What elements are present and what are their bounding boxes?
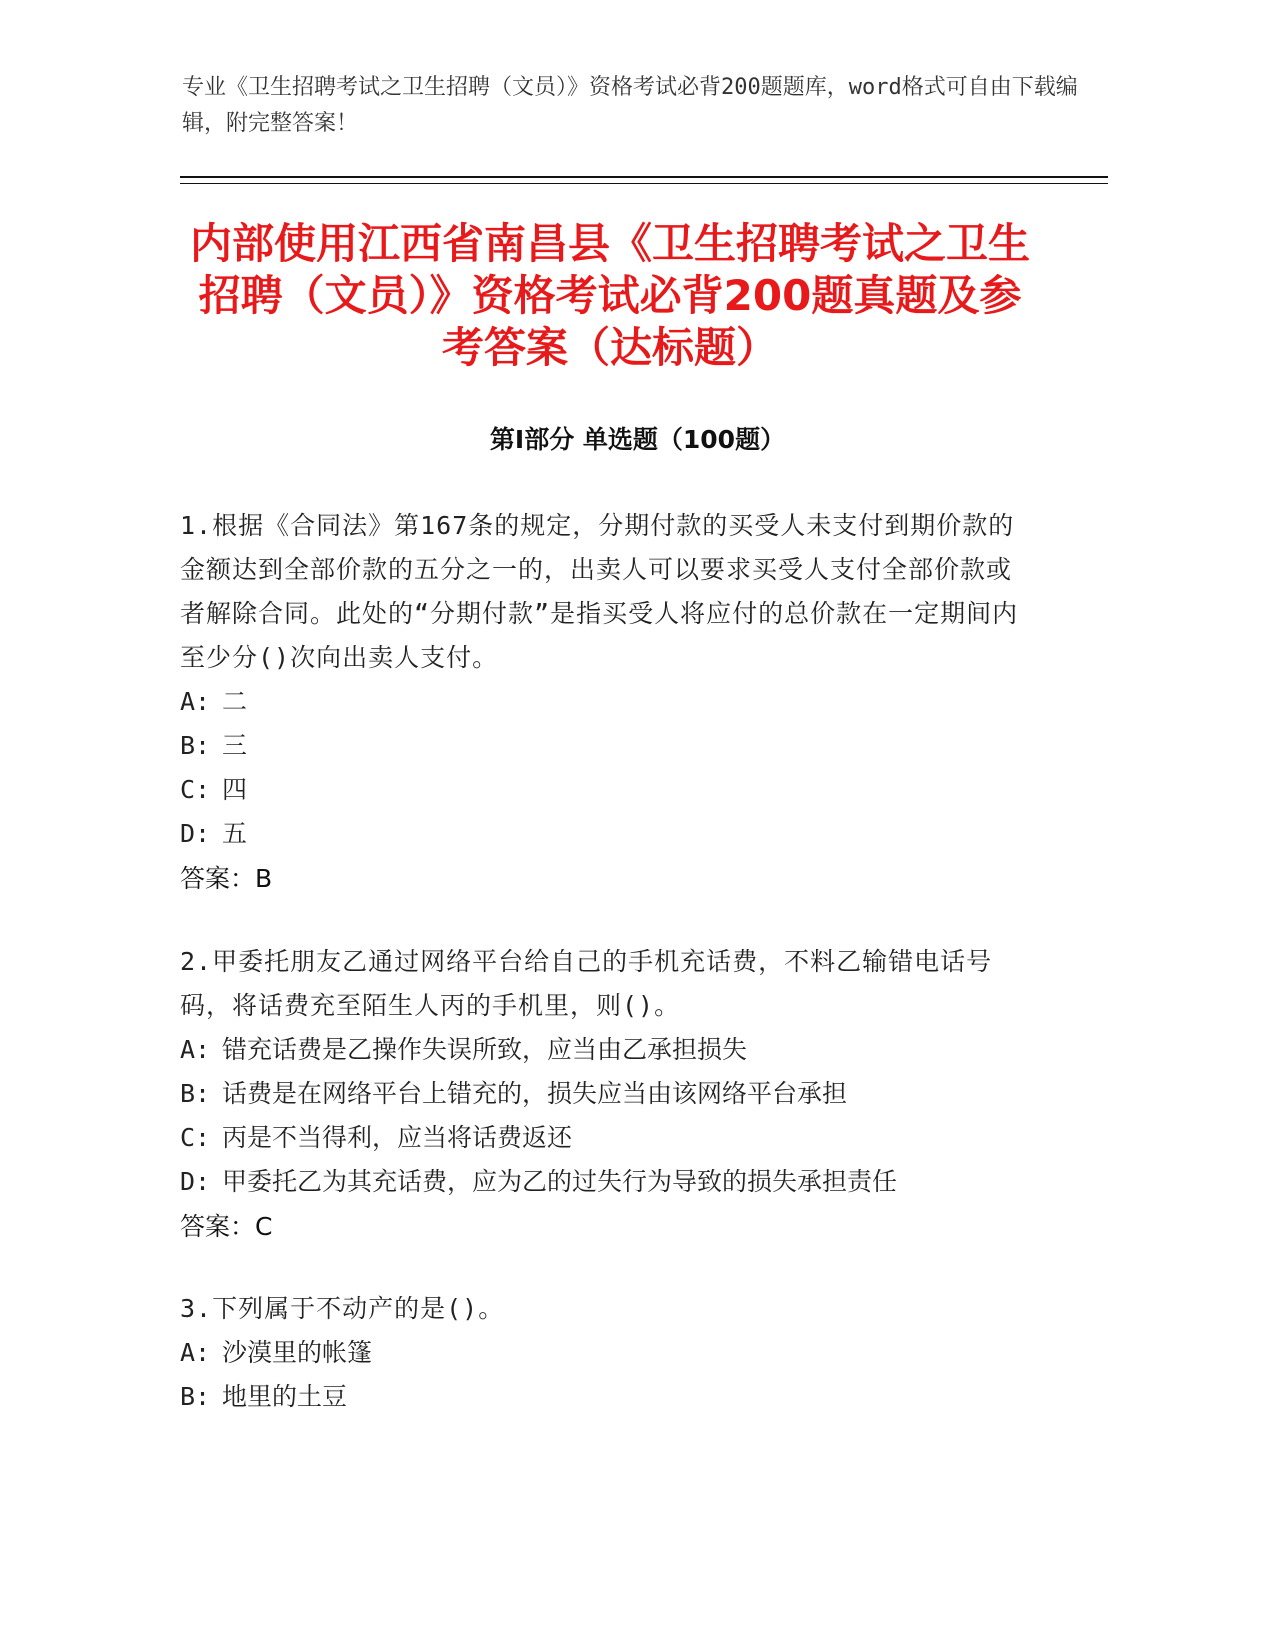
option-c (180, 768, 1020, 812)
section-heading: 第I部分 单选题（100题） (489, 425, 786, 454)
option-b (180, 724, 1020, 768)
option-b (180, 1072, 1020, 1116)
option-key: A: (180, 1035, 211, 1064)
option-key: B: (180, 1079, 211, 1108)
question-stem: 3.下列属于不动产的是()。 (180, 1294, 505, 1323)
document-title: 内部使用江西省南昌县《卫生招聘考试之卫生招聘（文员）》资格考试必背200题真题及参考答案（达标题） (189, 219, 1030, 372)
header-note: 专业《卫生招聘考试之卫生招聘（文员）》资格考试必背200题题库，word格式可自由下载编辑，附完整答案！ (182, 75, 1078, 136)
answer-line: 答案：B (180, 864, 273, 893)
option-d (180, 812, 1020, 856)
option-text: 甲委托乙为其充话费，应为乙的过失行为导致的损失承担责任 (222, 1167, 898, 1196)
option-key: D: (180, 819, 211, 848)
question-stem: 1.根据《合同法》第167条的规定，分期付款的买受人未支付到期价款的金额达到全部价款的五分之一的，出卖人可以要求买受人支付全部价款或者解除合同。此处的“分期付款”是指买受人将应付的总价款在一定期间内至少分()次向出卖人支付。 (180, 511, 1019, 672)
header-divider-thick (180, 176, 1108, 178)
option-text: 四 (222, 775, 248, 804)
option-text: 话费是在网络平台上错充的，损失应当由该网络平台承担 (222, 1079, 848, 1108)
option-key: C: (180, 1123, 211, 1152)
option-text: 丙是不当得利，应当将话费返还 (222, 1123, 573, 1152)
option-text: 二 (222, 687, 248, 716)
option-text: 地里的土豆 (222, 1382, 348, 1411)
option-c (180, 1116, 1020, 1160)
option-a (180, 680, 1020, 724)
question-3 (180, 1287, 1020, 1419)
option-key: C: (180, 775, 211, 804)
option-a (180, 1028, 1020, 1072)
question-stem: 2.甲委托朋友乙通过网络平台给自己的手机充话费，不料乙输错电话号码，将话费充至陌生人丙的手机里，则()。 (180, 947, 993, 1020)
option-b (180, 1375, 1020, 1419)
option-a (180, 1331, 1020, 1375)
question-1 (180, 504, 1020, 902)
option-key: B: (180, 1382, 211, 1411)
option-key: B: (180, 731, 211, 760)
option-key: A: (180, 687, 211, 716)
option-text: 三 (222, 731, 248, 760)
option-key: A: (180, 1338, 211, 1367)
header-divider-thin (180, 183, 1108, 184)
option-text: 错充话费是乙操作失误所致，应当由乙承担损失 (222, 1035, 748, 1064)
option-text: 沙漠里的帐篷 (222, 1338, 373, 1367)
answer-line: 答案：C (180, 1212, 273, 1241)
option-key: D: (180, 1167, 211, 1196)
option-text: 五 (222, 819, 248, 848)
option-d (180, 1160, 1020, 1204)
question-2 (180, 940, 1020, 1250)
